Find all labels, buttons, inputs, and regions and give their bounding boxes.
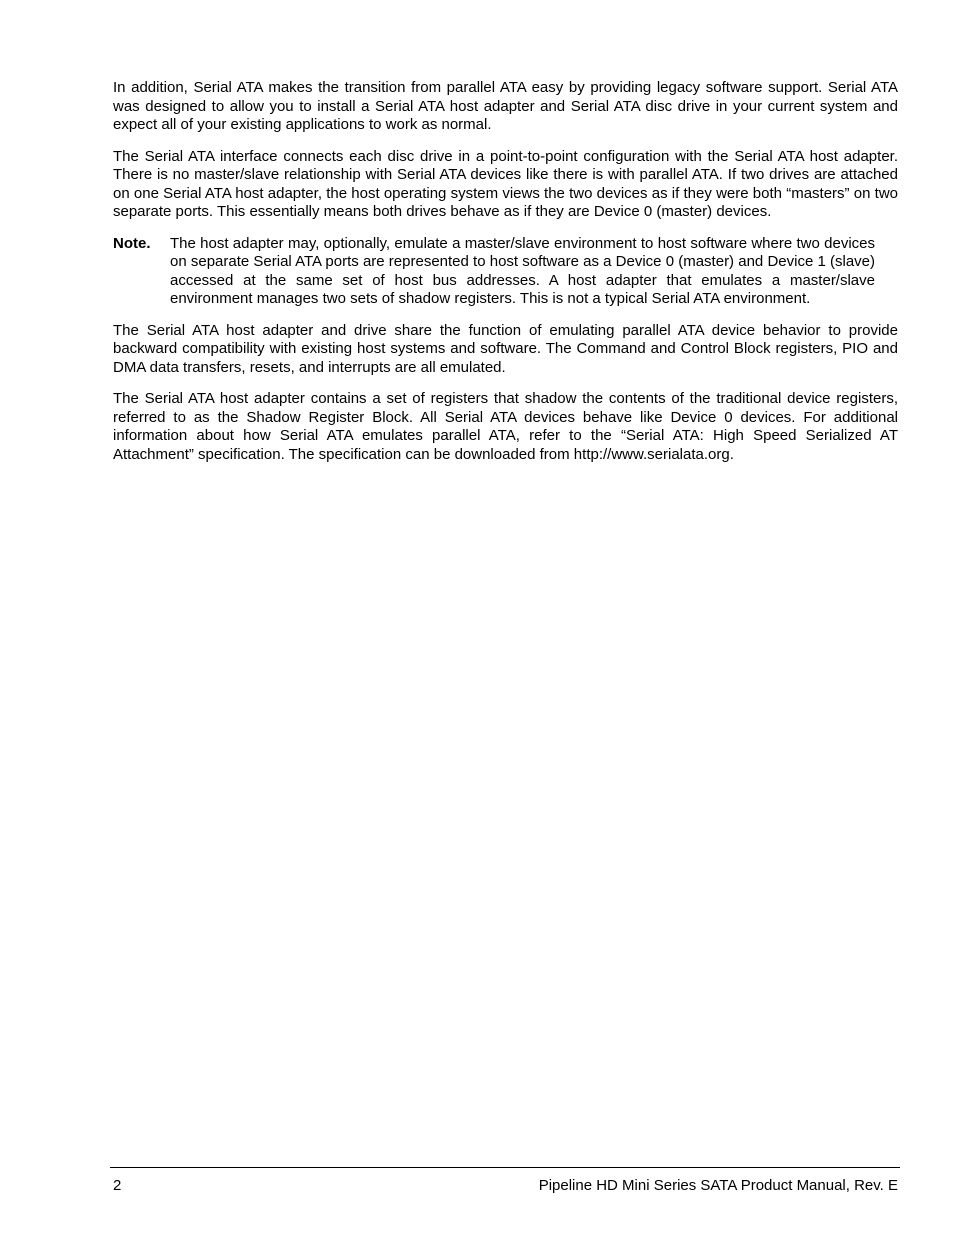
paragraph-legacy-support: In addition, Serial ATA makes the transition from parallel ATA easy by providing legacy software support. Serial ATA was designed to allow you to install a Serial ATA host adapter and Serial ATA disc drive in your current system and expect all of your existing applications to work as normal. [113,79,898,133]
paragraph-point-to-point: The Serial ATA interface connects each disc drive in a point-to-point configuration with the Serial ATA host adapter. There is no master/slave relationship with Serial ATA devices like there is with parallel ATA. If two drives are attached on one Serial ATA host adapter, the host operating system views the two devices as if they were both “masters” on two separate ports. This essentially means both drives behave as if they are Device 0 (master) devices. [113,147,898,220]
paragraph-emulation: The Serial ATA host adapter and drive share the function of emulating parallel ATA device behavior to provide backward compatibility with existing host systems and software. The Command and Control Block registers, PIO and DMA data transfers, resets, and interrupts are all emulated. [113,321,898,376]
page-body [113,79,898,477]
page-number: 2 [113,1177,122,1194]
document-title: Pipeline HD Mini Series SATA Product Manual, Rev. E [538,1177,898,1194]
note-block [113,235,898,309]
note-label: Note. [113,234,151,252]
paragraph-shadow-registers: The Serial ATA host adapter contains a set of registers that shadow the contents of the traditional device registers, referred to as the Shadow Register Block. All Serial ATA devices behave like Device 0 devices. For additional information about how Serial ATA emulates parallel ATA, refer to the “Serial ATA: High Speed Serialized AT Attachment” specification. The specification can be downloaded from http://www.serialata.org. [113,390,898,463]
footer-divider [110,1167,900,1168]
note-text: The host adapter may, optionally, emulate a master/slave environment to host software where two devices on separate Serial ATA ports are represented to host software as a Device 0 (master) and Device 1 (slave) accessed at the same set of host bus addresses. A host adapter that emulates a master/slave environment manages two sets of shadow registers. This is not a typical Serial ATA environment. [170,234,875,307]
